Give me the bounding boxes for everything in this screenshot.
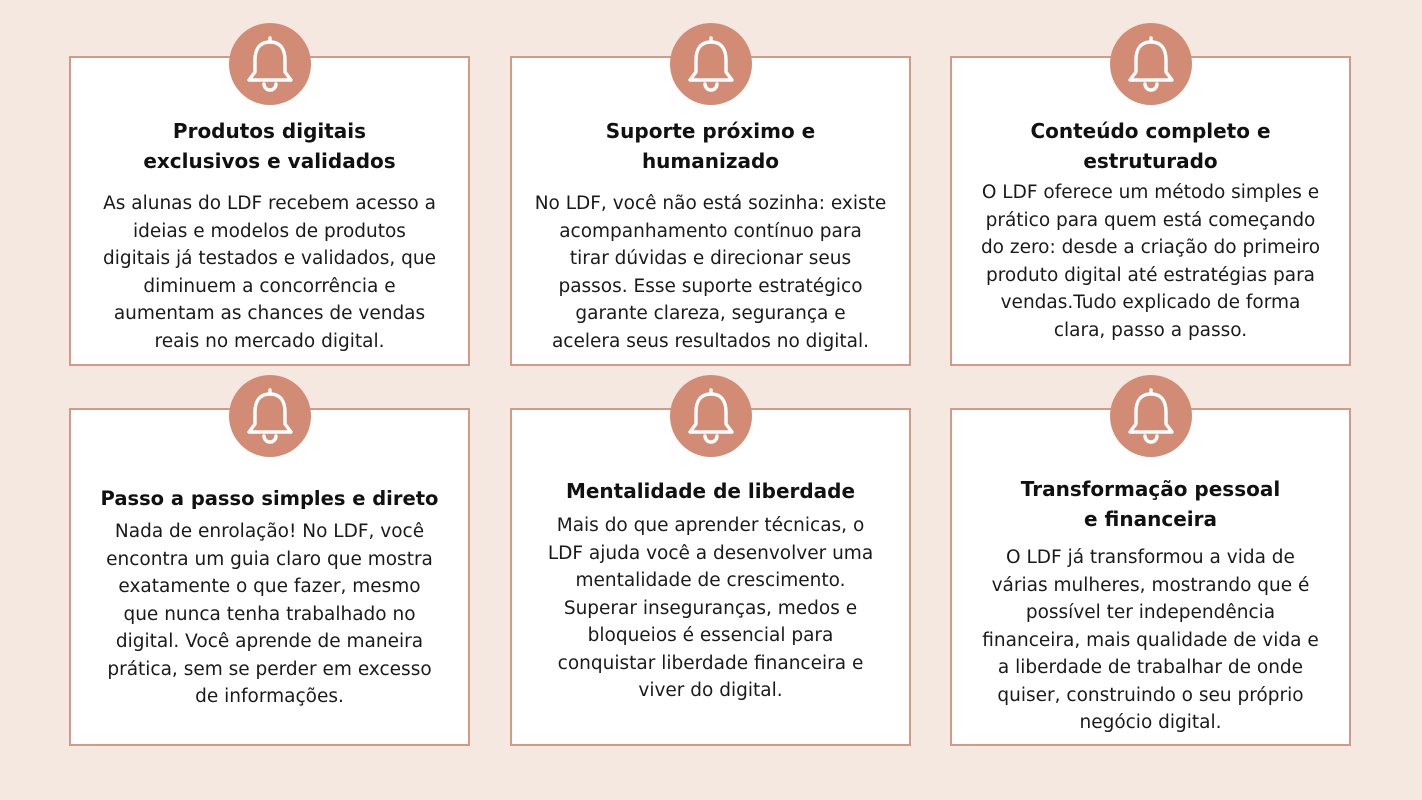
card-title: Suporte próximo e humanizado xyxy=(605,119,816,173)
feature-card xyxy=(510,408,911,746)
bell-icon xyxy=(670,375,752,457)
feature-card xyxy=(69,56,470,366)
card-text: O LDF oferece um método simples e prático para quem está começando do zero: desde a criação do primeiro produto digital até estratégias para vendas.Tudo explicado de forma clara, passo a passo. xyxy=(980,182,1321,341)
card-text: As alunas do LDF recebem acesso a ideias e modelos de produtos digitais já testados e validados, que diminuem a concorrência e aumentam as chances de vendas reais no mercado digital. xyxy=(102,193,437,352)
bell-icon xyxy=(229,375,311,457)
card-text: Nada de enrolação! No LDF, você encontra um guia claro que mostra exatamente o que fazer, mesmo que nunca tenha trabalhado no digital. Você aprende de maneira prática, sem se perder em excesso de informações. xyxy=(106,521,433,707)
card-title: Mentalidade de liberdade xyxy=(565,479,856,503)
card-text: No LDF, você não está sozinha: existe acompanhamento contínuo para tirar dúvidas e direcionar seus passos. Esse suporte estratégico garante clareza, segurança e acelera seus resultados no digital. xyxy=(534,193,887,352)
bell-icon xyxy=(1110,23,1192,105)
card-text: Mais do que aprender técnicas, o LDF ajuda você a desenvolver uma mentalidade de crescimento. Superar inseguranças, medos e bloqueios é essencial para conquistar liberdade financeira e viver do digital. xyxy=(547,515,874,701)
feature-card xyxy=(950,408,1351,746)
feature-card xyxy=(69,408,470,746)
card-title: Produtos digitais exclusivos e validados xyxy=(143,119,396,173)
card-text: O LDF já transformou a vida de várias mulheres, mostrando que é possível ter independência financeira, mais qualidade de vida e a liberdade de trabalhar de onde quiser, construindo o seu próprio negócio digital. xyxy=(982,547,1319,733)
card-title: Transformação pessoal e financeira xyxy=(1020,477,1281,531)
bell-icon xyxy=(1110,375,1192,457)
card-title: Conteúdo completo e estruturado xyxy=(1030,119,1271,173)
feature-card xyxy=(950,56,1351,366)
bell-icon xyxy=(229,23,311,105)
card-title: Passo a passo simples e direto xyxy=(100,487,439,510)
feature-card xyxy=(510,56,911,366)
bell-icon xyxy=(670,23,752,105)
